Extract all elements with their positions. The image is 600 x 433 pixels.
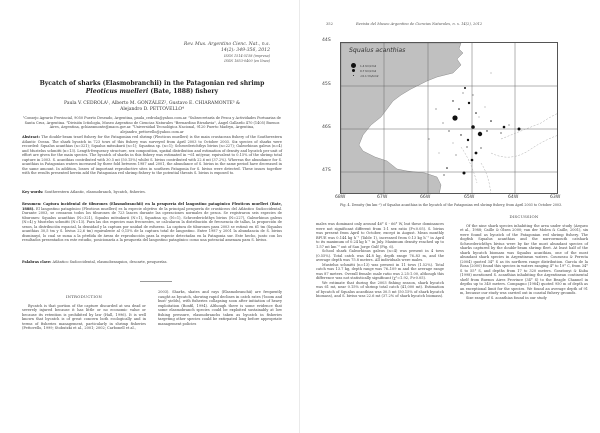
introduction-column-left <box>22 295 146 331</box>
running-head-text: Revista del Museo Argentino de Ciencias Naturales, n. s. 14(2), 2012 <box>356 22 483 26</box>
discussion-heading: DISCUSSION <box>509 214 539 219</box>
map-legend <box>351 63 379 78</box>
resumen <box>22 202 282 243</box>
running-header <box>326 22 596 26</box>
keywords-text: Southwestern Atlantic, elasmobranch, bycatch, fisheries. <box>43 190 146 194</box>
legend-label: 0.7 tm/km2 <box>360 68 377 73</box>
caption-label: Fig. 4. <box>340 203 351 207</box>
journal-reference <box>184 42 270 63</box>
legend-item <box>351 73 379 78</box>
section-separator <box>140 281 172 282</box>
density-map <box>340 42 558 194</box>
legend-dot-medium-icon <box>352 69 355 72</box>
title-line-2 <box>22 88 282 96</box>
paper-title <box>22 80 282 95</box>
lat-label-44s: 44S <box>322 38 331 43</box>
lat-label-47s: 47S <box>322 168 331 173</box>
title-species: Pleoticus muelleri <box>85 87 149 95</box>
results-paragraph-2: School shark Galeorhinus galeus (n=4) was present in 4 tows (0.55%). Total catch was 44.8 kg, depth range 76–83 m, and the average depth was 75.8 meters. All individuals were males. <box>316 249 444 262</box>
lon-label-67w: 67W <box>377 195 388 200</box>
figure-caption <box>340 203 598 207</box>
palabras-clave <box>22 260 282 265</box>
results-paragraph-4: We estimate that during the 2003 fishing season, shark bycatch was 61 mt, near 0.15% of shrimp total catch (41,000 mt). Estimation of bycatch of Squalus acanthias was 30.5 mt (50.15% of shark bycatch biomass), and S. bivius was 22.6 mt (37.2% of shark bycatch biomass). <box>316 280 444 298</box>
right-page <box>300 0 600 433</box>
lat-label-45s: 45S <box>322 82 331 87</box>
authors-line-2: Alejandro D. PETTOVELLO⁴ <box>120 106 184 112</box>
lon-label-66w: 66W <box>420 195 431 200</box>
lon-label-65w: 65W <box>464 195 475 200</box>
lon-label-64w: 64W <box>508 195 519 200</box>
lon-label-63w: 63W <box>550 195 561 200</box>
abstract-label: Abstract: <box>22 135 40 139</box>
abstract <box>22 135 282 176</box>
title-rest: (Bate, 1888) fishery <box>148 87 219 95</box>
authors <box>22 101 282 112</box>
palabras-label: Palabras clave: <box>22 260 52 264</box>
introduction-heading: INTRODUCTION <box>65 294 103 299</box>
page-number: 352 <box>326 22 333 26</box>
lat-label-46s: 46S <box>322 125 331 130</box>
results-paragraph-1: males was dominant only around 46° S - 66° W, but these dominances were not significant different from 1:1 sex ratio (P<0.05). S. bivius was present from April to October, except in August. Mean monthly BPUE was 0.144 kg h⁻¹ (Table 1), increased from 0.13 kg h⁻¹ in April to its maximum of 0.24 kg h⁻¹ in July. Maximum density reached up to 1.57 mt km⁻² out of San Jorge Gulf (Fig. 6). <box>316 222 444 249</box>
discussion-paragraph-1: Of the nine shark species inhabiting the area under study (Arqueo et al., 1988; Caille & Olsen 2000; van der Molen & Caille, 2001), six were found as bycatch of the Patagonian red shrimp fishery. The dogfish Squalus acanthias and the narrowmouth catshark Schroederichthys bivius were by far the most abundant species of sharks captured by the double-beam shrimp fleet. At least half of the shark bycatch biomass was Squalus acanthias, one of the most abundant shark species in Argentinean waters. Cousseau & Perrota (2004) quoted 34° S as its northern range distribution. García de la Rosa (2000) found this species in waters ranging 4° to 19° C, from 34° S to 55° S, and depths from 17 to 320 meters. Gosztonyi & Kuba (1998) mentioned S. acanthias inhabiting the Argentinean continental shelf from Buenos Aires Province (34° S) to the Beagle Channel in depths up to 340 meters. Compagno (1984) quoted 950 m of depth as an exceptional limit for the species. We found an average depth of 91 m, because our study was carried out in coastal fishery grounds. <box>460 223 588 295</box>
introduction-column-right <box>158 290 282 326</box>
density-points <box>429 73 521 176</box>
issn-print: ISSN 1514-5158 (impresa) <box>224 54 270 58</box>
map-species-title: Squalus acanthias <box>349 47 406 54</box>
palabras-text: Atlántico Sudoccidental, elasmobranquios, descarte, pesquerías. <box>51 260 168 264</box>
resumen-label: Resumen: Captura incidental de tiburones (Elasmobranchii) en la pesquería del langostino patagónico Pleoticus muelleri (Bate, 1888). <box>22 202 282 211</box>
caption-text: Density (tm km⁻²) of Squalus acanthias in the bycatch of the Patagonian red shrimp fishery, from April 2003 to October 2003. <box>350 203 563 207</box>
legend-dot-large-icon <box>351 63 356 68</box>
title-line-1: Bycatch of sharks (Elasmobranchii) in the Patagonian red shrimp <box>39 80 265 87</box>
legend-item <box>351 63 379 68</box>
affiliations: ¹Consejo Agrario Provincial, 9050 Puerto Deseado, Argentina, paula_cedrola@yahoo.com.ar. ²Subsecretaría de Pesca y Actividades Portuarias de Santa Cruz, Argentina. ³División Ictiología, Museo Argentino de Ciencias Naturales "Bernardino Rivadavia", Ángel Gallardo 470 (1405) Buenos Aires, Argentina, gchiaramonte@macn.gov.ar. ⁴Universidad Tecnológica Nacional, 9120 Puerto Madryn, Argentina, alejandro_pettovello@yahoo.com.ar <box>23 116 281 134</box>
lon-label-68w: 68W <box>335 195 346 200</box>
journal-volume: 14(2): 349-356, 2012 <box>220 48 270 53</box>
journal-name: Rev. Mus. Argentino Cienc. Nat., n.s. <box>183 42 270 47</box>
introduction-paragraph: Bycatch is that portion of the capture discarded at sea dead or severely injured because it has little or no economic value or because its retention is prohibited by law (Hall, 1996). It is well known that bycatch is of great concern both ecologically and in terms of fisheries management, particularly in shrimp fisheries (Pettovello, 1999; Stobutzki et al., 2001; 2002; Carbonell et al., <box>22 303 146 330</box>
legend-dot-small-icon <box>353 75 354 76</box>
authors-line-1: Paula V. CEDROLA¹, Alberto M. GONZÁLEZ², Gustavo E. CHIARAMONTE³ & <box>64 101 240 106</box>
issn-online: ISSN 1853-0400 (en línea) <box>224 58 270 63</box>
introduction-continued: 2003). Sharks, skates and rays (Elasmobranchii) are frequently caught as bycatch, showing rapid declines in catch rates ('boom and bust' yields), with fisheries collapsing soon after initiation of heavy exploitation (Bonfil, 1994). Although there is some evidence that some elasmobranch species could be exploited sustainably at low fishing pressure, elasmobranchs taken as bycatch in fisheries targeting other species could be extirpated long before appropriate management policies <box>158 290 282 326</box>
resumen-text: El langostino patagónico (Pleoticus muelleri) es la especie objetivo de la principal pesquería de crustáceos del Atlántico Sudoccidental. Durante 2003, se censaron todos los tiburones de 723 lances durante las operaciones normales de pesca. Se registraron seis especies de tiburones: Squalus acanthias (N=321), Squalus mitsukurii (N=1), Squatina sp. (N=1), Schroederichthys bivius (N=227), Galeorhinus galeus (N=4) y Mustelus schmitti (N=13). Para las dos especies mas frecuentes, se calcularon la distribución de frecuencia de tallas, la proporción de sexos, la distribución espacial, la densidad y la captura por unidad de esfuerzo. La captura de tiburones para 2003 se estimó en 61 tm (Squalus acanthias 30,5 tm y S. bivius 22,6 tm) equivalente al 0,15% de la captura total de langostino. Entre 1987 y 2001 la abundancia de S. bivius disminuyó, lo cual se suma a la pérdida de áreas de reproducción para la especie detectadas en la Patagonia sur. Este hecho, junto con los resultados presentados en este estudio, posicionaría a la pesquería del langostino patagónico como una potencial amenaza para S. bivius. <box>22 206 282 242</box>
keywords-label: Key words: <box>22 190 44 194</box>
keywords <box>22 190 282 195</box>
results-column <box>316 222 444 299</box>
legend-label: <0.1 tm/km2 <box>360 73 379 78</box>
results-paragraph-3: Mustelus schmitti (n=13) was present in 11 tows (1.52%). Total catch was 13.7 kg, depth range was 76–109 m and the average range was 87 meters. Overall female: male ratio was 2.25:1.00, although this difference was not statistically significant (χ²=1.92, P>0.05). <box>316 262 444 280</box>
abstract-text: The double-beam trawl fishery for the Patagonian red shrimp (Pleoticus muelleri) is the main crustacean fishery of the Southwestern Atlantic Ocean. The shark bycatch in 723 tows of this fishery was surveyed from April 2003 to October 2003. Six species of sharks were recorded: Squalus acanthias (n=321); Squalus mitsukurii (n=1); Squatina sp. (n=1); Schroederichthys bivius (n=227); Galeorhinus galeus (n=4) and Mustelus schmitti (n=13). Length-frequency structure, sex composition, spatial distribution and estimation of density and bycatch per unit of effort are given for the main species. The bycatch of sharks in this fishery was estimated in ~61 mt/year, equivalent to 0.15% of the shrimp total capture in 2003. S. acanthias contributed with 30.5 mt (50.15%) whilst S. bivius contributed with 22.6 mt (37.2%). Whereas the abundance for S. acanthias in Patagonian waters increased by three fold between 1987 and 2001, the abundance of S. bivius in the same period have decreased in the same amount. In addition, losses of important reproductive sites in southern Patagonia for S. bivius were detected. These issues together with the results presented herein add the Patagonian red shrimp fishery to the potential threats S. bivius is exposed to. <box>22 135 282 175</box>
discussion-paragraph-2: Size range of S. acanthias found in our study <box>466 295 547 300</box>
legend-label: 1.4 tm/km2 <box>360 63 377 68</box>
discussion-column <box>460 215 588 300</box>
